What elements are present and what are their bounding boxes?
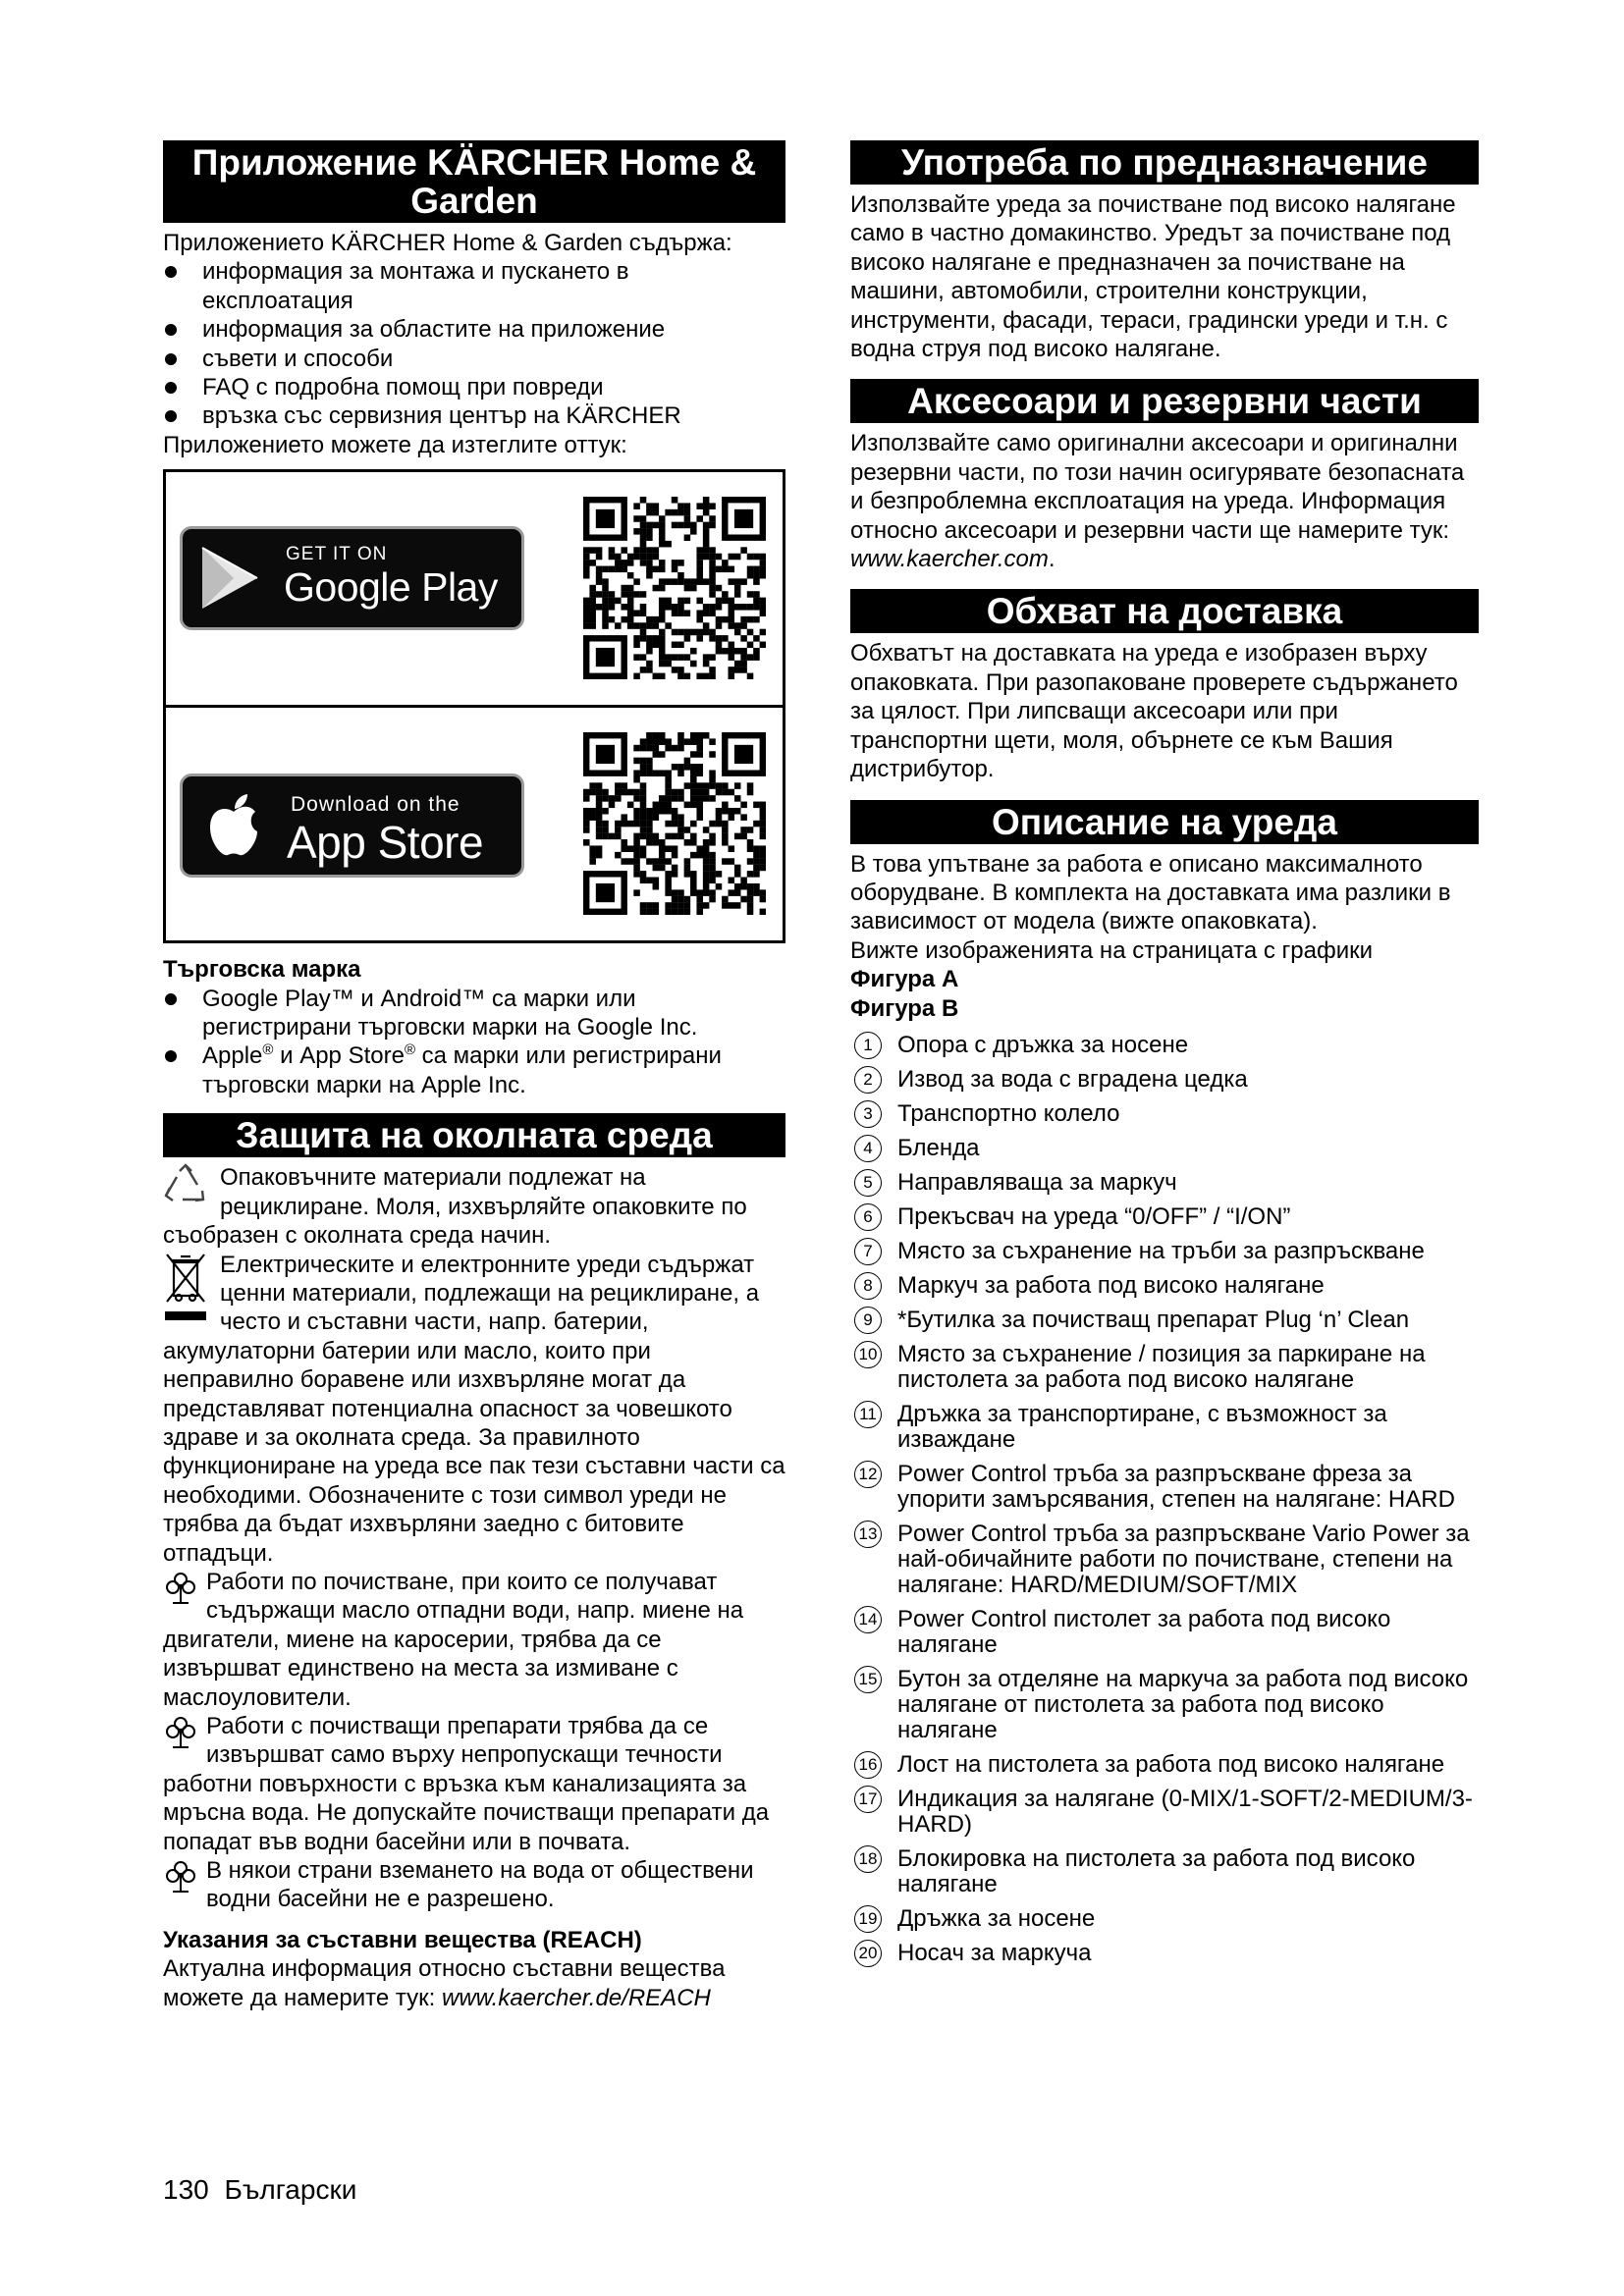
list-item: 14 Power Control пистолет за работа под високо налягане: [850, 1607, 1479, 1658]
bullet-icon: [165, 382, 177, 394]
bullet-icon: [165, 993, 177, 1005]
number-badge: 10: [854, 1341, 882, 1368]
list-item: 17 Индикация за налягане (0-MIX/1-SOFT/2-MEDIUM/3-HARD): [850, 1787, 1479, 1838]
list-item: 10 Място за съхранение / позиция за паркиране на пистолета за работа под високо налягане: [850, 1342, 1479, 1393]
environment-heading: Защита на околната среда: [163, 1113, 785, 1157]
app-section-heading: Приложение KÄRCHER Home & Garden: [163, 140, 785, 223]
bullet-icon: [165, 324, 177, 336]
page-footer: [163, 2174, 356, 2206]
app-intro: Приложението KÄRCHER Home & Garden съдържа:: [163, 230, 732, 256]
number-badge: 1: [854, 1032, 882, 1059]
app-store-row: [166, 705, 783, 940]
list-item: 1 Опора с дръжка за носене: [850, 1033, 1479, 1058]
environment-weee: Електрическите и електронните уреди съдържат ценни материали, подлежащи на рециклиране, а често и съставни части, напр. батерии, акумулаторни батерии или масло, които при неправилно боравене или изхвърляне могат да представляват потенциална опасност за човешкото здраве и за околната среда. За правилното функциониране на уреда все пак тези съставни части са необходими. Обозначените с този символ уреди не трябва да бъдат изхвърляни заедно с битовите отпадъци.: [163, 1251, 785, 1567]
accessories-text: Използвайте само оригинални аксесоари и оригинални резервни части, по този начин осигурявате безопасната и безпроблемна експлоатация на уреда. Информация относно аксесоари и резервни части ще намерите тук: www.kaercher.com.: [850, 430, 1465, 573]
number-badge: 18: [854, 1845, 882, 1873]
app-store-qr-code[interactable]: [583, 732, 766, 915]
list-item: 15 Бутон за отделяне на маркуча за работа под високо налягане от пистолета за работа под високо налягане: [850, 1667, 1479, 1743]
list-item: 9 *Бутилка за почистващ препарат Plug ‘n’ Clean: [850, 1308, 1479, 1333]
number-badge: 7: [854, 1238, 882, 1265]
number-badge: 2: [854, 1066, 882, 1094]
number-badge: 8: [854, 1272, 882, 1300]
number-badge: 16: [854, 1751, 882, 1779]
list-item: 11 Дръжка за транспортиране, с възможност за изваждане: [850, 1402, 1479, 1453]
google-play-small-text: GET IT ON: [286, 544, 388, 565]
page-number: 130: [163, 2174, 209, 2205]
description-heading: Описание на уреда: [850, 800, 1479, 844]
list-item: 7 Място за съхранение на тръби за разпръскване: [850, 1239, 1479, 1264]
delivery-heading: Обхват на доставка: [850, 589, 1479, 633]
list-item: съвети и способи: [163, 345, 785, 373]
number-badge: 5: [854, 1169, 882, 1197]
list-item: 16 Лост на пистолета за работа под високо налягане: [850, 1752, 1479, 1778]
list-item: информация за монтажа и пускането в експлоатация: [163, 257, 785, 315]
right-column: [850, 140, 1479, 1975]
intended-use-text: Използвайте уреда за почистване под високо налягане само в частно домакинство. Уредът за почистване под високо налягане е предназначен за почистване на машини, автомобили, строителни конструкции, инструменти, фасади, тераси, градински уреди и т.н. с водна струя под високо налягане.: [850, 191, 1456, 363]
list-item: информация за областите на приложение: [163, 315, 785, 344]
description-text: В това упътване за работа е описано максималното оборудване. В комплекта на доставката има разлики в зависимост от модела (вижте опаковката).: [850, 850, 1451, 935]
recycling-icon: [163, 1163, 208, 1208]
list-item: 12 Power Control тръба за разпръскване фреза за упорити замърсявания, степен на налягане: HARD: [850, 1462, 1479, 1513]
environment-water-extraction: В някои страни вземането на вода от обществени водни басейни не е разрешено.: [163, 1856, 785, 1914]
accessories-heading: Аксесоари и резервни части: [850, 379, 1479, 423]
number-badge: 13: [854, 1521, 882, 1548]
app-store-small-text: Download on the: [291, 793, 460, 817]
list-item: Google Play™ и Android™ са марки или регистрирани търговски марки на Google Inc.: [163, 985, 785, 1042]
google-play-badge[interactable]: [180, 526, 524, 630]
list-item: 6 Прекъсвач на уреда “0/OFF” / “I/ON”: [850, 1204, 1479, 1230]
trademark-list: [163, 985, 785, 1100]
environment-tree-icon: [163, 1572, 198, 1605]
crossed-bin-icon: [163, 1251, 208, 1325]
number-badge: 20: [854, 1940, 882, 1967]
list-item: 8 Маркуч за работа под високо налягане: [850, 1273, 1479, 1299]
list-item: 2 Извод за вода с вградена цедка: [850, 1067, 1479, 1093]
bullet-icon: [165, 353, 177, 365]
environment-packaging: Опаковъчните материали подлежат на рециклиране. Моля, изхвърляйте опаковките по съобразен с околната среда начин.: [163, 1164, 747, 1250]
number-badge: 19: [854, 1905, 882, 1933]
list-item: 4 Бленда: [850, 1136, 1479, 1161]
number-badge: 15: [854, 1666, 882, 1693]
list-item: 5 Направляваща за маркуч: [850, 1170, 1479, 1196]
app-store-big-text: App Store: [287, 817, 484, 869]
bullet-icon: [165, 410, 177, 422]
bullet-icon: [165, 266, 177, 278]
kaercher-link[interactable]: www.kaercher.com: [850, 546, 1049, 573]
number-badge: 12: [854, 1461, 882, 1488]
figure-b-label: Фигура B: [850, 994, 959, 1022]
app-feature-list: [163, 257, 785, 430]
list-item: 20 Носач за маркуча: [850, 1941, 1479, 1966]
environment-oil-wastewater: Работи по почистване, при които се получават съдържащи масло отпадни води, напр. миене на двигатели, миене на каросерии, трябва да се извършват единствено на места за измиване с маслоуловители.: [163, 1568, 744, 1711]
apple-logo-icon: [206, 792, 261, 857]
reach-text: Актуална информация относно съставни вещества можете да намерите тук: www.kaercher.de/REACH: [163, 1955, 726, 2011]
environment-detergents: Работи с почистващи препарати трябва да се извършват само върху непропускащи течности работни повърхности с връзка към канализацията за мръсна вода. Не допускайте почистващи препарати да попадат във водни басейни или в почвата.: [163, 1713, 770, 1855]
number-badge: 17: [854, 1786, 882, 1813]
list-item: връзка със сервизния център на KÄRCHER: [163, 401, 785, 430]
google-play-row: [166, 472, 783, 705]
number-badge: 11: [854, 1401, 882, 1428]
list-item: Apple® и App Store® са марки или регистрирани търговски марки на Apple Inc.: [163, 1041, 785, 1099]
delivery-text: Обхватът на доставката на уреда е изобразен върху опаковката. При разопаковане проверете съдържането за цялост. При липсващи аксесоари или при транспортни щети, моля, обърнете се към Вашия дистрибутор.: [850, 640, 1458, 783]
trademark-heading: Търговска марка: [163, 956, 361, 984]
number-badge: 9: [854, 1307, 882, 1334]
app-store-badge[interactable]: [180, 774, 524, 878]
app-download-note: Приложението можете да изтеглите оттук:: [163, 431, 627, 458]
google-play-qr-code[interactable]: [583, 497, 766, 679]
figure-a-label: Фигура A: [850, 966, 959, 993]
list-item: 13 Power Control тръба за разпръскване Vario Power за най-обичайните работи по почистване, степени на налягане: HARD/MEDIUM/SOFT/MIX: [850, 1522, 1479, 1598]
list-item: 3 Транспортно колело: [850, 1101, 1479, 1127]
left-column: [163, 140, 785, 2012]
parts-list: [850, 1033, 1479, 1966]
number-badge: 4: [854, 1135, 882, 1162]
google-play-icon: [200, 546, 259, 611]
number-badge: 6: [854, 1203, 882, 1231]
environment-tree-icon: [163, 1860, 198, 1894]
number-badge: 14: [854, 1606, 882, 1633]
google-play-big-text: Google Play: [284, 564, 498, 611]
list-item: FAQ с подробна помощ при повреди: [163, 373, 785, 401]
number-badge: 3: [854, 1100, 882, 1128]
reach-heading: Указания за съставни вещества (REACH): [163, 1926, 642, 1953]
footer-language: Български: [224, 2174, 357, 2205]
description-figures-note: Вижте изображенията на страницата с графики: [850, 936, 1374, 964]
list-item: 19 Дръжка за носене: [850, 1906, 1479, 1932]
intended-use-heading: Употреба по предназначение: [850, 140, 1479, 185]
list-item: 18 Блокировка на пистолета за работа под високо налягане: [850, 1846, 1479, 1897]
environment-tree-icon: [163, 1716, 198, 1749]
bullet-icon: [165, 1050, 177, 1062]
store-download-box: [163, 469, 785, 943]
reach-link[interactable]: www.kaercher.de/REACH: [441, 1984, 711, 2011]
